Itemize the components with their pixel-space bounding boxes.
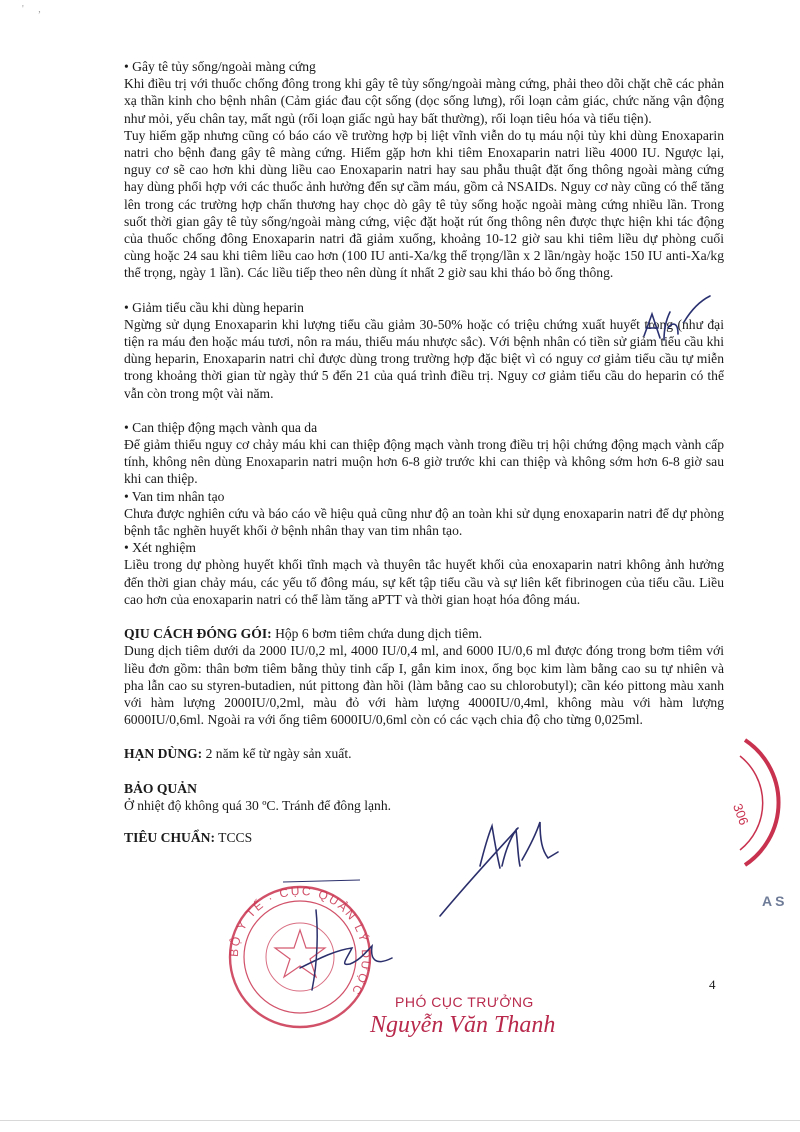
storage-strike <box>283 880 360 882</box>
expiry-label: HẠN DÙNG: <box>124 746 203 762</box>
signer-title: PHÓ CỤC TRƯỞNG <box>395 994 534 1010</box>
paragraph: Chưa được nghiên cứu và báo cáo về hiệu quả cũng như độ an toàn khi sử dụng enoxaparin natri để dự phòng bệnh tắc nghẽn huyết khối ở bệnh nhân thay van tim nhân tạo. <box>124 505 724 539</box>
seal-number: 306 <box>730 801 752 828</box>
corner-marks: ' , <box>22 4 47 15</box>
paragraph: Ngừng sử dụng Enoxaparin khi lượng tiểu cầu giảm 30-50% hoặc có triệu chứng xuất huyết trong (như đại tiện ra máu đen hoặc máu tươi, nôn ra máu, thiếu máu nhược sắc). Với bệnh nhân có tiền sử giảm tiểu cầu khi dùng heparin, Enoxaparin natri chỉ được dùng trong trường hợp đặc biệt vì có nguy cơ giảm tiểu cầu tự miễn trong khoảng thời gian từ ngày thứ 5 đến 21 của quá trình điều trị. Nguy cơ giảm tiểu cầu do heparin có thể vẫn còn trong một vài năm. <box>124 316 724 401</box>
paragraph: Tuy hiếm gặp nhưng cũng có báo cáo về trường hợp bị liệt vĩnh viễn do tụ máu nội tủy khi dùng Enoxaparin natri cho bệnh đang gây tê màng cứng. Hiếm gặp hơn khi tiêm Enoxaparin natri liều 4000 IU. Ngược lại, nguy cơ sẽ cao hơn khi dùng liều cao Enoxaparin natri hay sau phẫu thuật đặt ống thông ngoài màng cứng hay dùng phối hợp với các thuốc ảnh hưởng đến sự cầm máu, gồm cả NSAIDs. Nguy cơ này cũng có thể tăng lên trong các trường hợp chấn thương hay chọc dò gây tê tủy sống hoặc ngoài màng cứng nhiều lần. Trong suốt thời gian gây tê tủy sống/ngoài màng cứng, việc đặt hoặt rút ống thông nên được thực hiện khi tác động của thuốc chống đông Enoxaparin natri đã giảm xuống, khoảng 10-12 giờ sau khi tiêm liều dự phòng cuối cùng hoặc 24 sau khi tiêm liều cao hơn (100 IU anti-Xa/kg thể trọng/lần x 2 lần/ngày hoặc 150 IU anti-Xa/kg thể trọng, ngày 1 lần). Các liều tiếp theo nên dùng ít nhất 2 giờ sau khi tháo bỏ ống thông. <box>124 127 724 281</box>
section-heading: • Van tim nhân tạo <box>124 488 225 504</box>
side-mark: AS <box>762 893 788 909</box>
stamp-text: BỘ Y TẾ · CỤC QUẢN LÝ DƯỢC <box>226 883 374 999</box>
storage-value: Ở nhiệt độ không quá 30 ºC. Tránh để đông lạnh. <box>124 797 392 813</box>
section-heading: • Gây tê tủy sống/ngoài màng cứng <box>124 59 316 74</box>
signer-name: Nguyễn Văn Thanh <box>370 1012 556 1038</box>
standard-value: TCCS <box>218 829 253 845</box>
paragraph: Để giảm thiểu nguy cơ chảy máu khi can thiệp động mạch vành trong điều trị hội chứng động mạch vành cấp tính, không nên dùng Enoxaparin natri muộn hơn 6-8 giờ trước khi can thiệp và không sớm hơn 6-8 giờ sau khi can thiệp. <box>124 437 724 487</box>
expiry-value: 2 năm kể từ ngày sản xuất. <box>205 746 352 762</box>
paragraph: Khi điều trị với thuốc chống đông trong khi gây tê tủy sống/ngoài màng cứng, phải theo dõi chặt chẽ các phản xạ thần kinh cho bệnh nhân (Cảm giác đau cột sống (dọc sống lưng), rối loạn cảm giác, chức năng vận động như mỏi, yếu chân tay, mất ngủ (rối loạn giấc ngủ hay bất thường), rối loạn tiêu hóa và tiểu tiện). <box>124 76 724 126</box>
initials-signature <box>644 296 710 340</box>
paragraph: Dung dịch tiêm dưới da 2000 IU/0,2 ml, 4000 IU/0,4 ml, and 6000 IU/0,6 ml được đóng trong bơm tiêm với liều đơn gồm: thân bơm tiêm bằng thủy tinh cấp I, gắn kim inox, ống bọc kim làm bằng cao su tự nhiên và pha lẫn cao su styren-butadien, nút pittong đàn hồi (làm bằng cao su chlorobutyl); cần kéo pittong màu xanh với hàm lượng 2000IU/0,2ml, màu đỏ với hàm lượng 4000IU/0,4ml, không màu với hàm lượng 6000IU/0,6ml. Ngoài ra với ống tiêm 6000IU/0,6ml còn có các vạch chia độ cho từng 0,025ml. <box>124 643 724 728</box>
packaging-value: Hộp 6 bơm tiêm chứa dung dịch tiêm. <box>275 626 483 642</box>
standard-label: TIÊU CHUẨN: <box>124 829 216 845</box>
page-number: 4 <box>709 977 716 992</box>
signature-over-stamp <box>300 910 392 990</box>
paragraph: Liều trong dự phòng huyết khối tĩnh mạch và thuyên tắc huyết khối của enoxaparin natri không ảnh hưởng đến thời gian chảy máu, các yếu tố đông máu, sự kết tập tiểu cầu và sự liên kết fibrinogen của tiểu cầu. Liều cao hơn của enoxaparin natri có thể làm tăng aPTT và thời gian hoạt hóa đông máu. <box>124 557 724 607</box>
director-signature <box>440 822 558 916</box>
bottom-edge <box>0 1120 800 1121</box>
red-seal-partial <box>730 740 778 865</box>
section-heading: • Xét nghiệm <box>124 540 196 556</box>
section-heading: • Can thiệp động mạch vành qua da <box>124 419 318 435</box>
section-heading: • Giảm tiểu cầu khi dùng heparin <box>124 299 304 315</box>
ministry-stamp <box>227 884 373 1027</box>
storage-heading: BẢO QUẢN <box>124 780 197 796</box>
packaging-label: QIU CÁCH ĐÓNG GÓI: <box>124 626 272 642</box>
